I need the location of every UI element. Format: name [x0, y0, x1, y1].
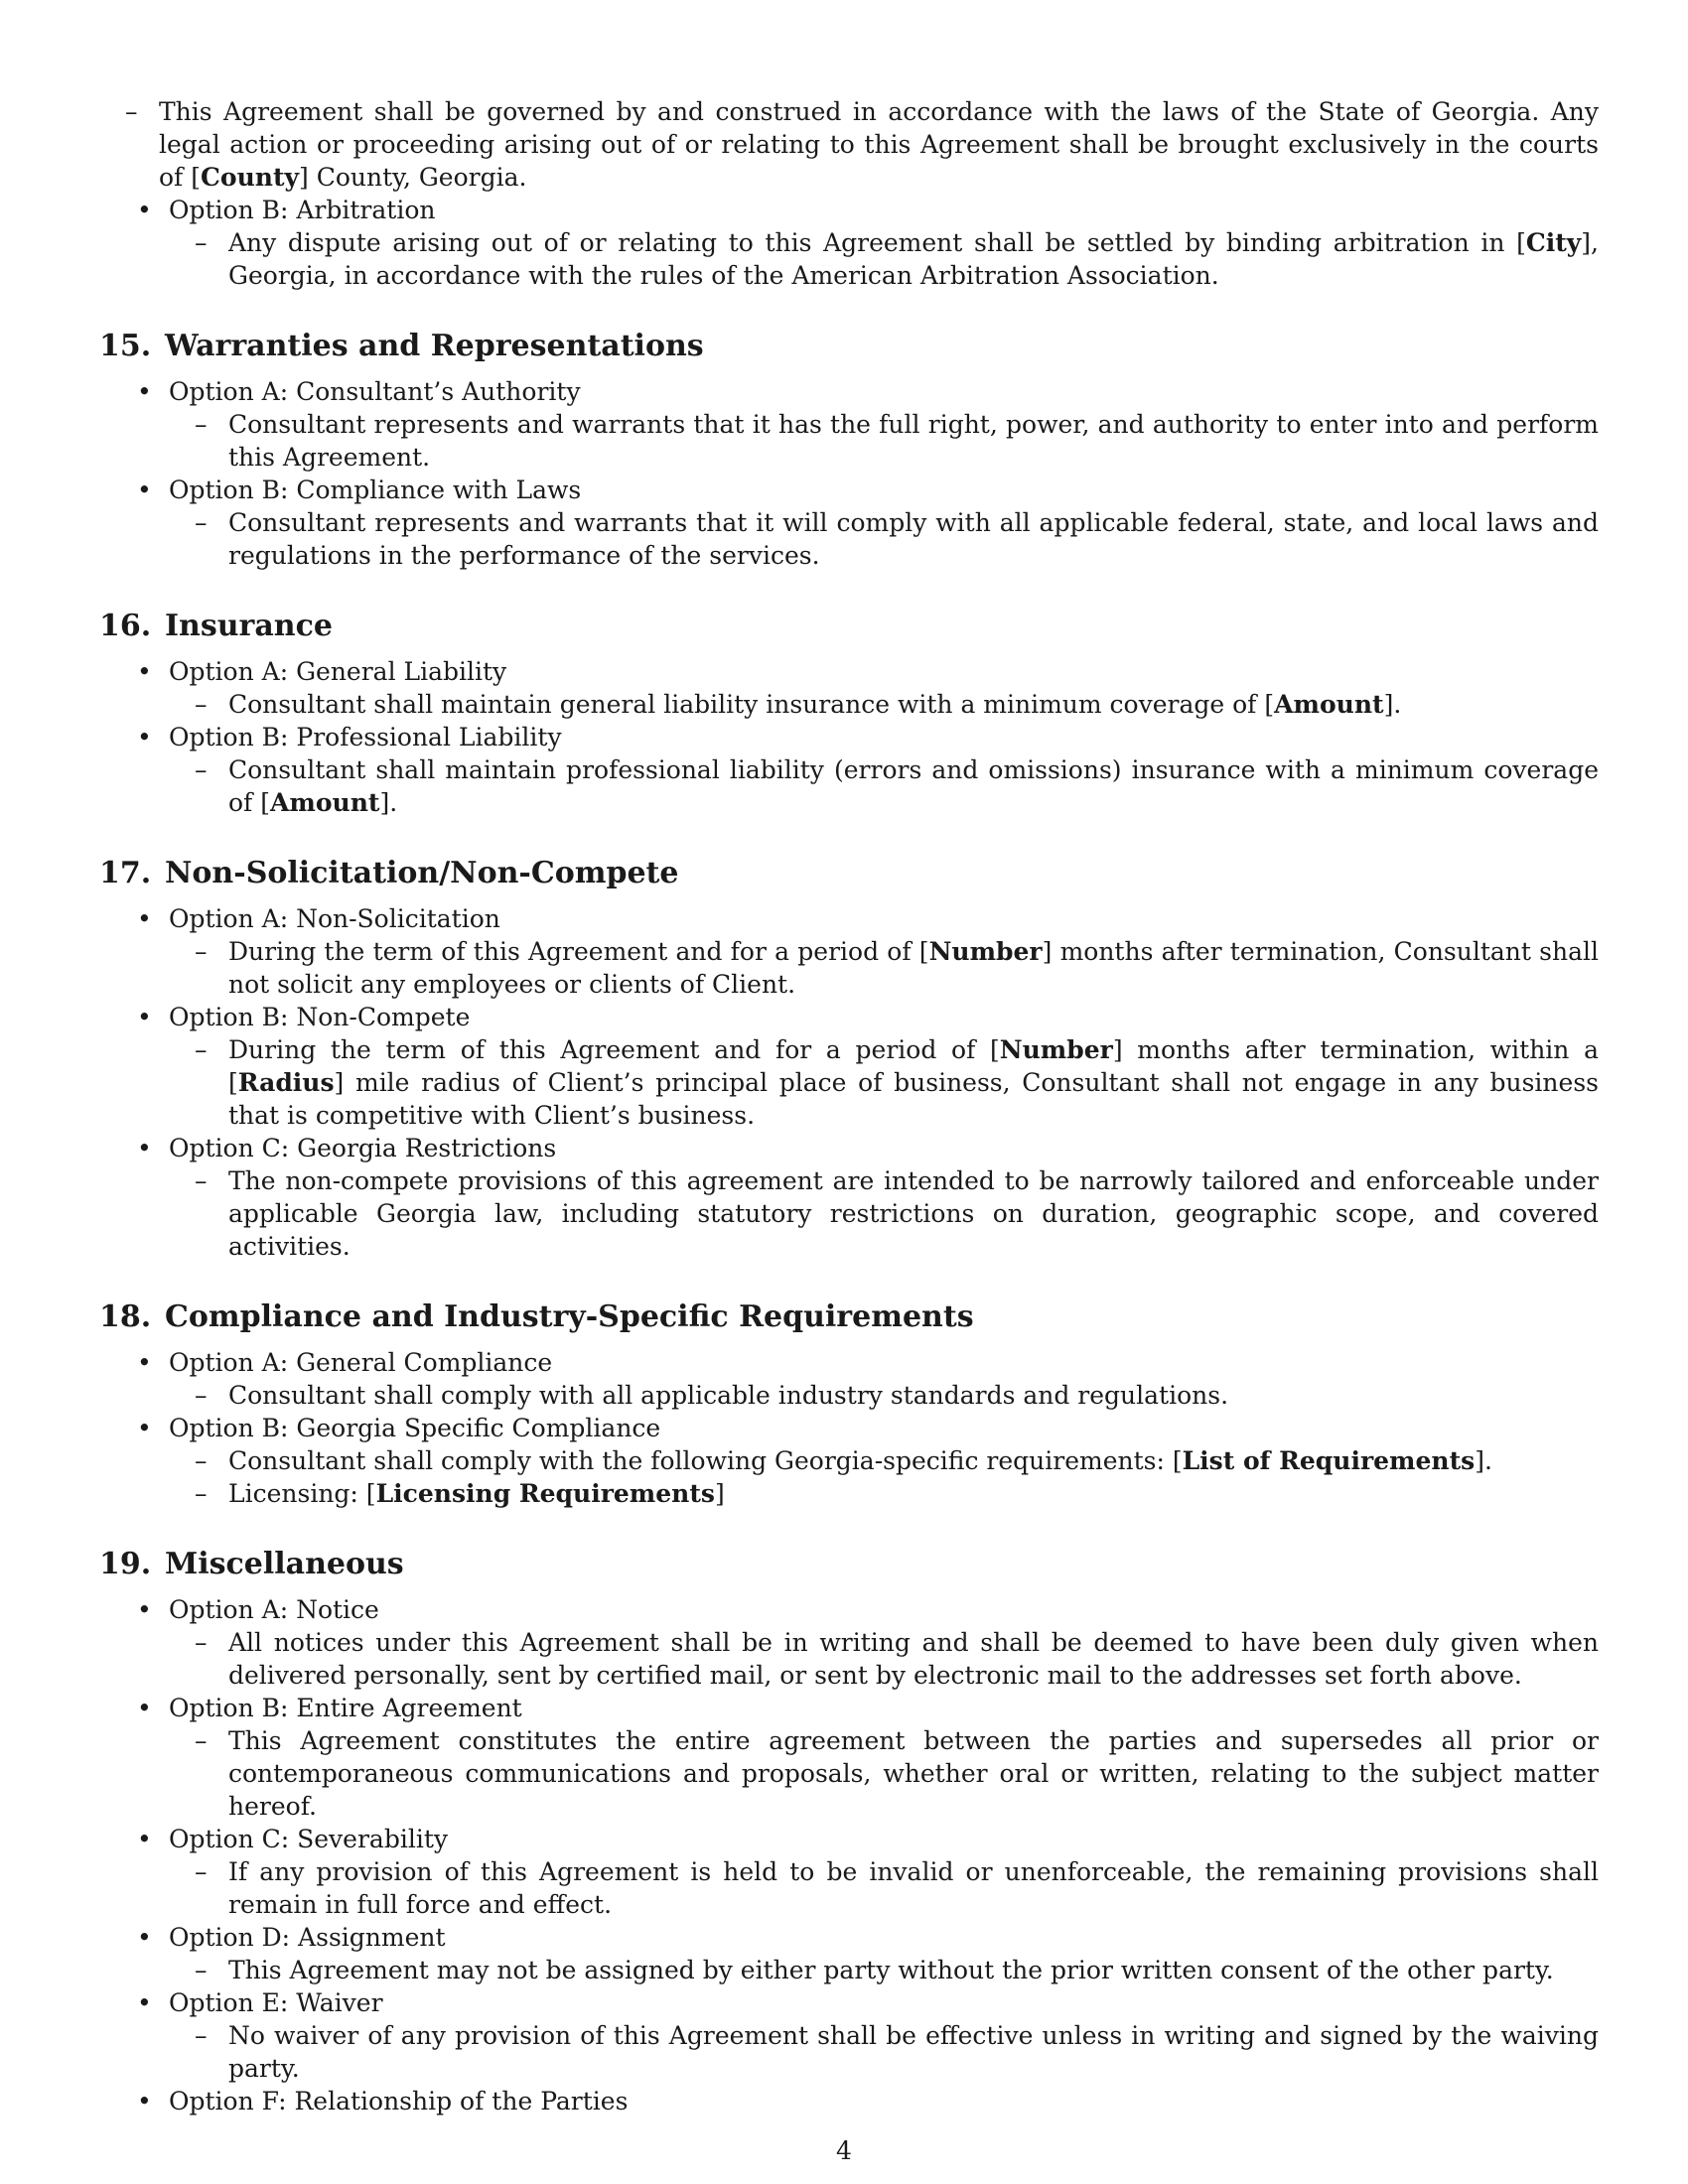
sub-item: – Any dispute arising out of or relating to this Agreement shall be settled by binding arbitration in [City], Georgia, in accordance with the rules of the American Arbitration Association.	[168, 226, 1599, 292]
option-label: Option A: General Compliance	[169, 1348, 553, 1377]
option-label: Option B: Non-Compete	[169, 1003, 471, 1031]
section-title: Non-Solicitation/Non-Compete	[165, 856, 679, 890]
option-item	[99, 2085, 1599, 2117]
option-item	[99, 1921, 1599, 1986]
option-label: Option E: Waiver	[169, 1988, 383, 2017]
sub-item: – This Agreement constitutes the entire agreement between the parties and supersedes all prior or contemporaneous communications and proposals, whether oral or written, relating to the subject matter hereof.	[168, 1724, 1599, 1823]
section-14-continuation	[99, 95, 1599, 292]
sub-item: – Consultant shall comply with all applicable industry standards and regulations.	[168, 1379, 1599, 1412]
carryover-options	[99, 194, 1599, 292]
options-list	[99, 655, 1599, 819]
section-heading	[99, 328, 1599, 365]
section-heading	[99, 608, 1599, 645]
option-item	[99, 474, 1599, 572]
option-label: Option A: Notice	[169, 1595, 379, 1624]
option-label: Option B: Compliance with Laws	[169, 476, 582, 504]
options-list	[99, 375, 1599, 572]
carryover-item: – This Agreement shall be governed by and construed in accordance with the laws of the State of Georgia. Any legal action or proceeding arising out of or relating to this Agreement shall be brought exclusively in the courts of [County] County, Georgia.	[98, 95, 1599, 194]
sub-item: – If any provision of this Agreement is held to be invalid or unenforceable, the remaining provisions shall remain in full force and effect.	[168, 1855, 1599, 1921]
option-item	[99, 1823, 1599, 1921]
option-label: Option A: Consultant’s Authority	[169, 377, 581, 406]
option-label: Option F: Relationship of the Parties	[169, 2087, 629, 2116]
sub-item: – All notices under this Agreement shall be in writing and shall be deemed to have been duly given when delivered personally, sent by certified mail, or sent by electronic mail to the addresses set forth above.	[168, 1626, 1599, 1692]
option-label: Option C: Severability	[169, 1825, 448, 1853]
sub-item: – Consultant represents and warrants that it has the full right, power, and authority to enter into and perform this Agreement.	[168, 408, 1599, 474]
option-item	[99, 1001, 1599, 1132]
sub-item: – During the term of this Agreement and for a period of [Number] months after termination, within a [Radius] mile radius of Client’s principal place of business, Consultant shall not engage in any business that is competitive with Client’s business.	[168, 1033, 1599, 1132]
sub-item: – Consultant shall maintain professional liability (errors and omissions) insurance with a minimum coverage of [Amount].	[168, 753, 1599, 819]
option-item	[99, 1593, 1599, 1692]
section-16	[99, 608, 1599, 819]
section-title: Warranties and Representations	[165, 329, 704, 363]
option-item	[99, 1346, 1599, 1412]
section-number: 19.	[99, 1547, 152, 1581]
sub-item: – During the term of this Agreement and for a period of [Number] months after termination, Consultant shall not solicit any employees or clients of Client.	[168, 935, 1599, 1001]
sub-item: – Licensing: [Licensing Requirements]	[168, 1477, 1599, 1510]
option-label: Option B: Entire Agreement	[169, 1694, 522, 1722]
option-label: Option A: General Liability	[169, 657, 507, 686]
sub-item: – Consultant shall maintain general liability insurance with a minimum coverage of [Amount].	[168, 688, 1599, 721]
option-item	[99, 1132, 1599, 1263]
option-item	[99, 1412, 1599, 1510]
option-item	[99, 902, 1599, 1001]
section-heading	[99, 855, 1599, 892]
section-title: Miscellaneous	[165, 1547, 404, 1581]
option-item	[99, 1692, 1599, 1823]
document-body	[99, 95, 1599, 2153]
section-19	[99, 1546, 1599, 2117]
option-item	[99, 721, 1599, 819]
carryover-sublist	[99, 95, 1599, 194]
section-number: 15.	[99, 329, 152, 363]
sub-item: – This Agreement may not be assigned by either party without the prior written consent of the other party.	[168, 1954, 1599, 1986]
section-number: 17.	[99, 856, 152, 890]
sub-item: – The non-compete provisions of this agreement are intended to be narrowly tailored and enforceable under applicable Georgia law, including statutory restrictions on duration, geographic scope, and covered activities.	[168, 1164, 1599, 1263]
option-item: • Option B: Arbitration – Any dispute arising out of or relating to this Agreement shall be settled by binding arbitration in [City], Georgia, in accordance with the rules of the American Arbitration Association.	[99, 194, 1599, 292]
section-title: Insurance	[165, 609, 333, 643]
option-label: Option A: Non-Solicitation	[169, 904, 500, 933]
option-label: Option D: Assignment	[169, 1923, 446, 1952]
section-number: 16.	[99, 609, 152, 643]
option-label: Option B: Georgia Specific Compliance	[169, 1414, 661, 1442]
sections-container	[99, 328, 1599, 2117]
options-list	[99, 1593, 1599, 2117]
option-item	[99, 1986, 1599, 2085]
options-list	[99, 1346, 1599, 1510]
section-title: Compliance and Industry-Specific Requirements	[165, 1299, 974, 1334]
section-17	[99, 855, 1599, 1263]
section-heading	[99, 1546, 1599, 1583]
option-label: Option B: Professional Liability	[169, 723, 562, 751]
section-18	[99, 1298, 1599, 1510]
option-item	[99, 375, 1599, 474]
section-number: 18.	[99, 1299, 152, 1334]
section-heading	[99, 1298, 1599, 1336]
option-label: Option C: Georgia Restrictions	[169, 1134, 557, 1162]
sub-item: – No waiver of any provision of this Agreement shall be effective unless in writing and signed by the waiving party.	[168, 2019, 1599, 2085]
option-item	[99, 655, 1599, 721]
sub-item: – Consultant shall comply with the following Georgia-specific requirements: [List of Requirements].	[168, 1444, 1599, 1477]
sub-item: – Consultant represents and warrants that it will comply with all applicable federal, state, and local laws and regulations in the performance of the services.	[168, 506, 1599, 572]
page-number: 4	[836, 2136, 852, 2165]
section-15	[99, 328, 1599, 572]
options-list	[99, 902, 1599, 1263]
